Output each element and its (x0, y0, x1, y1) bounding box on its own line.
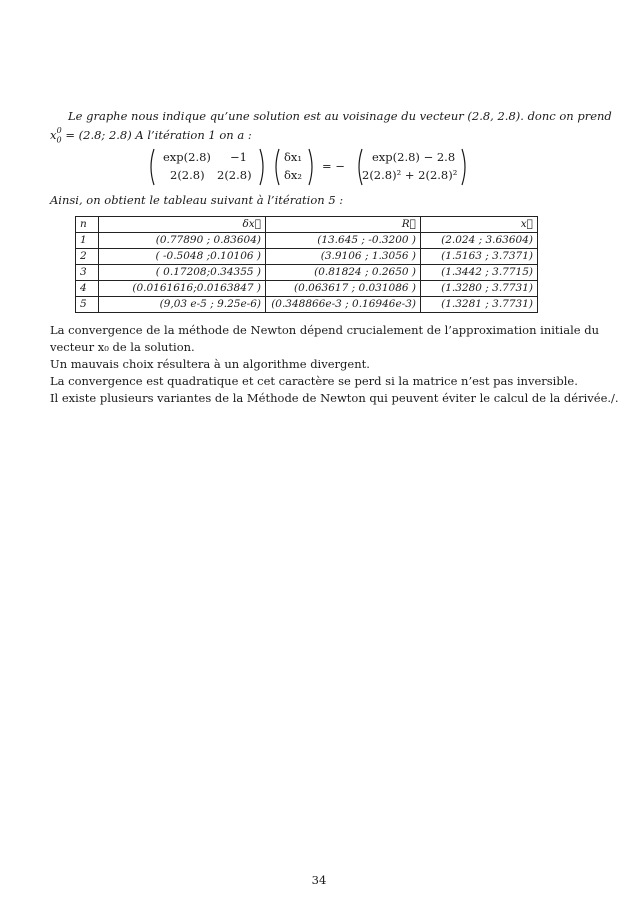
cell-r: (13.645 ; -0.3200 ) (266, 233, 421, 249)
paragraph-line-3: Un mauvais choix résultera à un algorithme divergent. (50, 357, 370, 371)
intro-line-2: $x_0^0 = (2.8$; 2.8) A l’itération 1 on a : (50, 126, 252, 145)
cell-x: (1.3442 ; 3.7715) (421, 265, 538, 281)
matrix-equation (0, 148, 638, 188)
table-row (76, 249, 538, 265)
cell-n: 5 (76, 297, 99, 313)
page-number: 34 (311, 873, 327, 887)
cell-dx: (0.0161616;0.0163847 ) (99, 281, 266, 297)
left-paren-vector (272, 148, 281, 186)
header-n: n (76, 217, 99, 233)
cell-n: 1 (76, 233, 99, 249)
matrix-m21: 2(2.8) (170, 168, 205, 182)
left-paren-matrix (147, 148, 156, 186)
cell-n: 2 (76, 249, 99, 265)
cell-dx: (9,03 e-5 ; 9.25e-6) (99, 297, 266, 313)
equals-minus: = − (322, 159, 345, 173)
vector-dx2: δx₂ (284, 168, 303, 182)
cell-n: 4 (76, 281, 99, 297)
cell-dx: (0.77890 ; 0.83604) (99, 233, 266, 249)
paragraph-line-1: La convergence de la méthode de Newton dépend crucialement de l’approximation initiale du (50, 323, 599, 337)
header-dx: δx⃗ (99, 217, 266, 233)
table-row (76, 265, 538, 281)
matrix-m22: 2(2.8) (217, 168, 252, 182)
cell-x: (1.3280 ; 3.7731) (421, 281, 538, 297)
table-row (76, 297, 538, 313)
matrix-m11: exp(2.8) (163, 150, 211, 164)
right-paren-matrix (258, 148, 267, 186)
cell-dx: ( 0.17208;0.34355 ) (99, 265, 266, 281)
rhs-r1: exp(2.8) − 2.8 (372, 150, 456, 164)
paragraph-line-2: vecteur x₀ de la solution. (50, 340, 195, 354)
ainsi-line: Ainsi, on obtient le tableau suivant à l’itération 5 : (50, 193, 344, 207)
header-r: R⃗ (266, 217, 421, 233)
header-x: x⃗ (421, 217, 538, 233)
rhs-r2: 2(2.8)² + 2(2.8)² (362, 168, 458, 182)
right-paren-rhs (460, 148, 469, 186)
right-paren-vector (307, 148, 316, 186)
cell-x: (1.3281 ; 3.7731) (421, 297, 538, 313)
cell-r: (0.81824 ; 0.2650 ) (266, 265, 421, 281)
cell-r: (3.9106 ; 1.3056 ) (266, 249, 421, 265)
cell-dx: ( -0.5048 ;0.10106 ) (99, 249, 266, 265)
table-header-row (76, 217, 538, 233)
intro-line-1: Le graphe nous indique qu’une solution est au voisinage du vecteur (2.8, 2.8). donc on prend (68, 109, 612, 123)
cell-r: (0.348866e-3 ; 0.16946e-3) (266, 297, 421, 313)
iteration-table (75, 216, 538, 313)
table-row (76, 233, 538, 249)
matrix-m12: −1 (230, 150, 247, 164)
paragraph-line-5: Il existe plusieurs variantes de la Méthode de Newton qui peuvent éviter le calcul de la dérivée./. (50, 391, 619, 405)
cell-x: (2.024 ; 3.63604) (421, 233, 538, 249)
x0-symbol: $x_0^0$ (50, 126, 62, 145)
paragraph-line-4: La convergence est quadratique et cet caractère se perd si la matrice n’est pas inversible. (50, 374, 578, 388)
cell-x: (1.5163 ; 3.7371) (421, 249, 538, 265)
cell-r: (0.063617 ; 0.031086 ) (266, 281, 421, 297)
cell-n: 3 (76, 265, 99, 281)
table-row (76, 281, 538, 297)
vector-dx1: δx₁ (284, 150, 303, 164)
conclusion-paragraph (50, 322, 619, 407)
